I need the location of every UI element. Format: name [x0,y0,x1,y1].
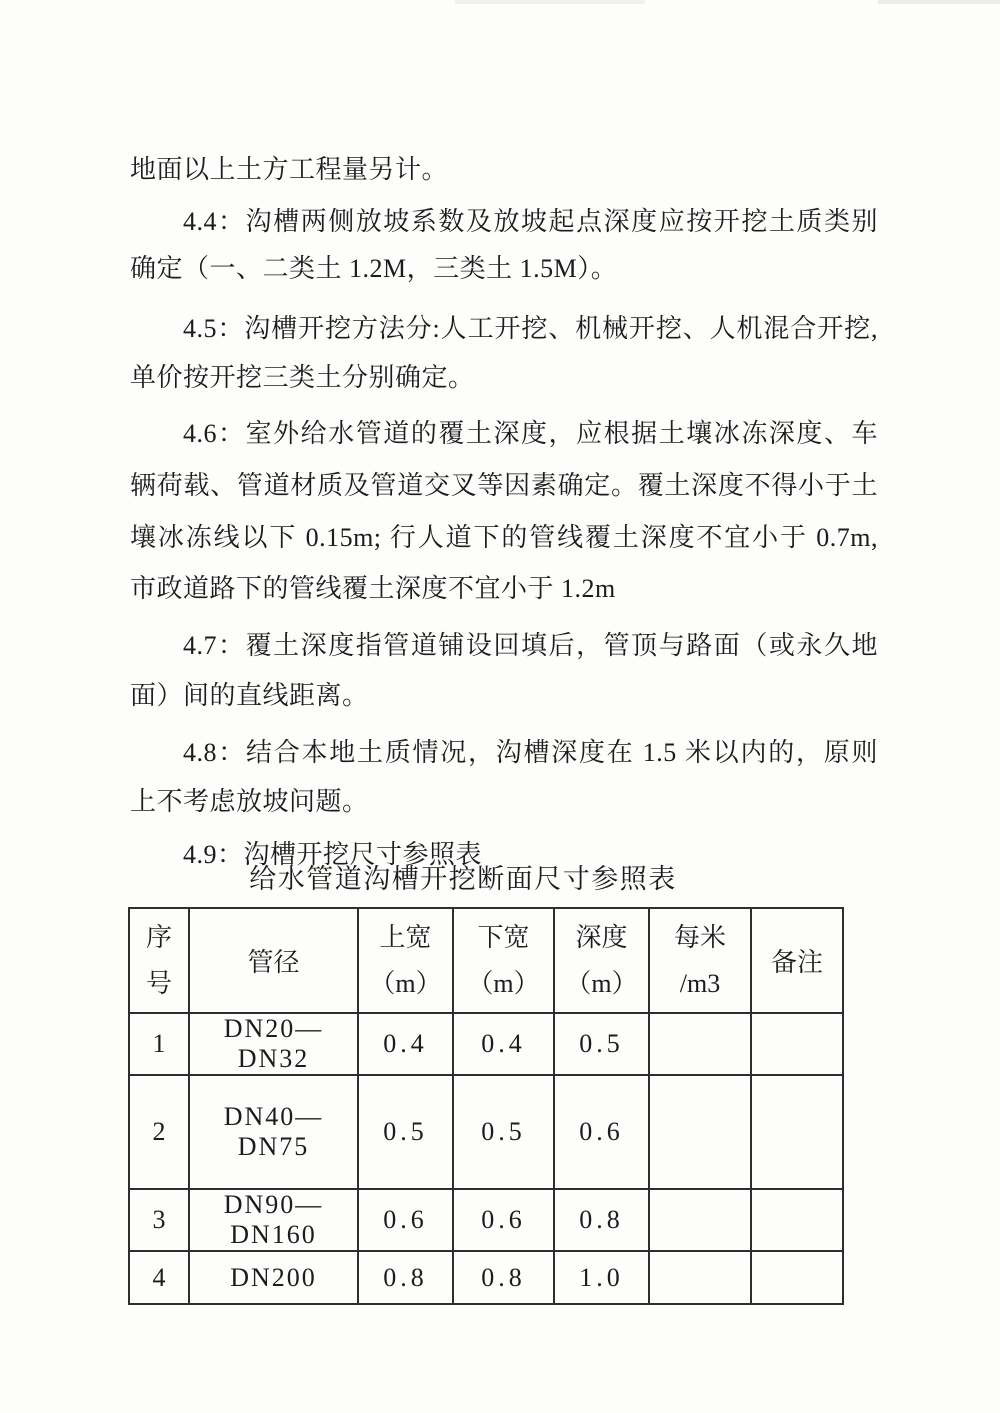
text-line: 确定（一、二类土 1.2M，三类土 1.5M）。 [130,254,618,283]
cell-bottom-width: 0.5 [453,1075,554,1189]
cell-bottom-width: 0.4 [453,1013,554,1075]
cell-diameter: DN40—DN75 [189,1075,358,1189]
cell-serial: 4 [129,1251,189,1304]
table-header-row [129,908,843,1013]
cell-diameter: DN20—DN32 [189,1013,358,1075]
cell-per-meter [649,1251,751,1304]
text-line: 上不考虑放坡问题。 [130,787,369,816]
cell-serial: 2 [129,1075,189,1189]
cell-depth: 0.6 [554,1075,649,1189]
text-line: 4.9：沟槽开挖尺寸参照表 [183,840,483,869]
table-row [129,1251,843,1304]
cell-depth: 0.5 [554,1013,649,1075]
text-line: 4.5：沟槽开挖方法分:人工开挖、机械开挖、人机混合开挖, [183,314,878,343]
cell-depth: 0.8 [554,1189,649,1251]
cell-per-meter [649,1075,751,1189]
header-cell-note: 备注 [751,908,843,1013]
header-cell-top-width: 上宽 （m） [358,908,453,1013]
cell-serial: 3 [129,1189,189,1251]
cell-note [751,1013,843,1075]
cell-per-meter [649,1013,751,1075]
text-line: 4.8：结合本地土质情况，沟槽深度在 1.5 米以内的，原则 [183,738,878,767]
cell-note [751,1075,843,1189]
cell-per-meter [649,1189,751,1251]
cell-serial: 1 [129,1013,189,1075]
scan-artifact [455,0,645,4]
header-cell-per-meter: 每米 /m3 [649,908,751,1013]
header-cell-depth: 深度 （m） [554,908,649,1013]
table-row [129,1189,843,1251]
cell-top-width: 0.6 [358,1189,453,1251]
text-line: 壤冰冻线以下 0.15m; 行人道下的管线覆土深度不宜小于 0.7m, [130,523,878,552]
text-line: 单价按开挖三类土分别确定。 [130,363,475,392]
trench-dimensions-table [128,907,844,1305]
text-line: 地面以上土方工程量另计。 [130,155,449,184]
text-line: 辆荷载、管道材质及管道交叉等因素确定。覆土深度不得小于土 [130,471,878,500]
table-row [129,1013,843,1075]
cell-bottom-width: 0.8 [453,1251,554,1304]
header-cell-serial: 序 号 [129,908,189,1013]
table-title: 给水管道沟槽开挖断面尺寸参照表 [249,864,677,894]
cell-top-width: 0.5 [358,1075,453,1189]
header-cell-bottom-width: 下宽 （m） [453,908,554,1013]
cell-bottom-width: 0.6 [453,1189,554,1251]
text-line: 4.6：室外给水管道的覆土深度，应根据土壤冰冻深度、车 [183,419,878,448]
text-line: 市政道路下的管线覆土深度不宜小于 1.2m [130,574,616,603]
cell-depth: 1.0 [554,1251,649,1304]
cell-note [751,1189,843,1251]
scan-artifact [878,0,1000,4]
cell-diameter: DN90—DN160 [189,1189,358,1251]
cell-top-width: 0.8 [358,1251,453,1304]
header-cell-diameter: 管径 [189,908,358,1013]
cell-top-width: 0.4 [358,1013,453,1075]
text-line: 面）间的直线距离。 [130,681,369,710]
table-row [129,1075,843,1189]
cell-note [751,1251,843,1304]
cell-diameter: DN200 [189,1251,358,1304]
text-line: 4.7：覆土深度指管道铺设回填后，管顶与路面（或永久地 [183,631,878,660]
text-line: 4.4：沟槽两侧放坡系数及放坡起点深度应按开挖土质类别 [183,207,878,236]
